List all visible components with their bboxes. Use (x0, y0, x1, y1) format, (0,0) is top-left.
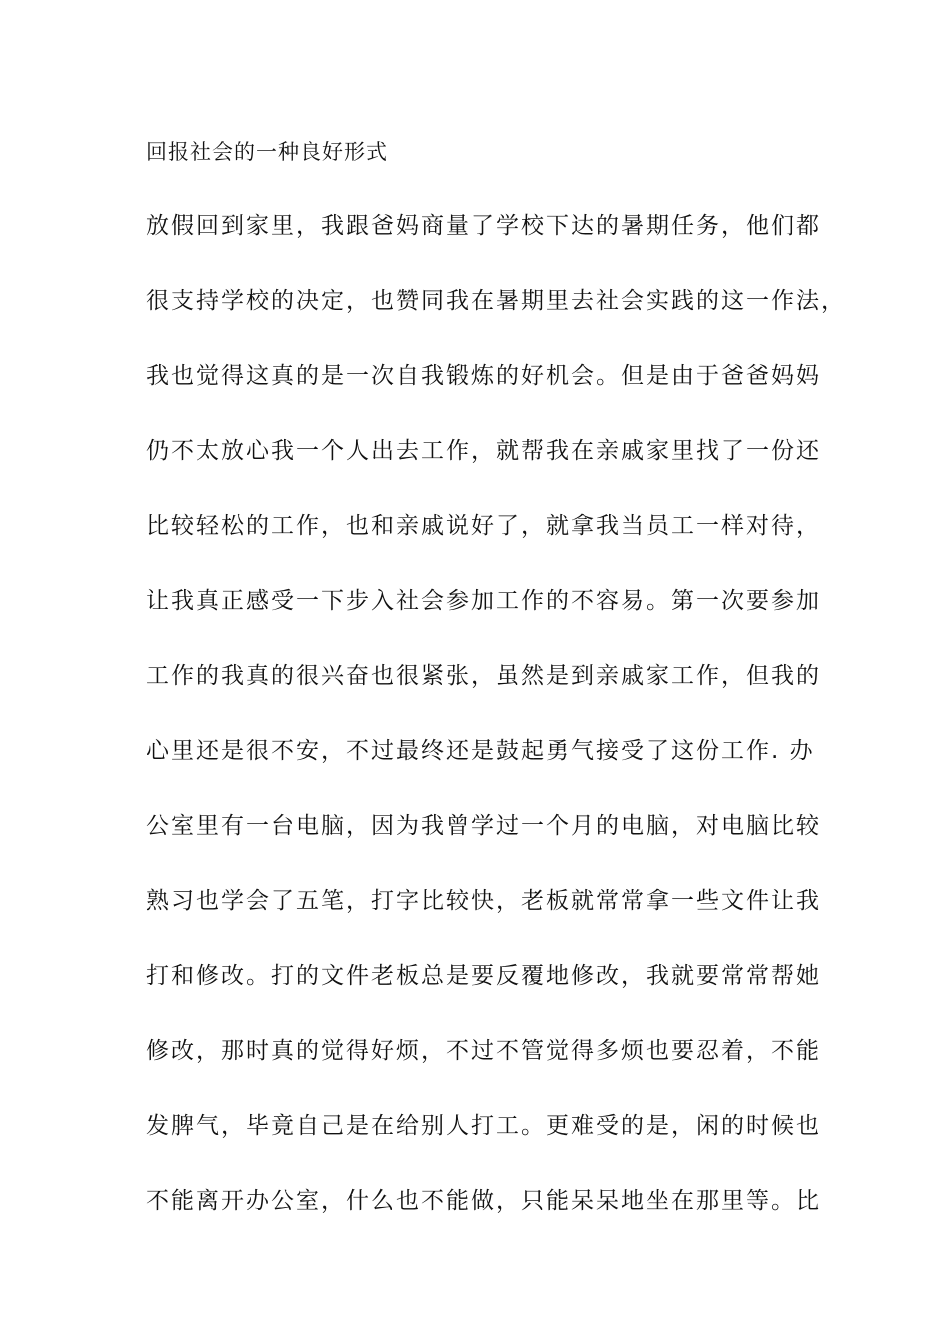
text-line: 修改，那时真的觉得好烦，不过不管觉得多烦也要忍着，不能 (146, 1038, 821, 1064)
text-line: 打和修改。打的文件老板总是要反覆地修改，我就要常常帮她 (146, 963, 821, 989)
document-title: 回报社会的一种良好形式 (146, 140, 388, 164)
text-line: 让我真正感受一下步入社会参加工作的不容易。第一次要参加 (146, 588, 821, 614)
text-line: 心里还是很不安，不过最终还是鼓起勇气接受了这份工作. 办 (146, 738, 815, 764)
text-line: 发脾气，毕竟自己是在给别人打工。更难受的是，闲的时候也 (146, 1113, 821, 1139)
text-line: 放假回到家里，我跟爸妈商量了学校下达的暑期任务，他们都 (146, 213, 821, 239)
text-line: 公室里有一台电脑，因为我曾学过一个月的电脑，对电脑比较 (146, 813, 821, 839)
text-line: 不能离开办公室，什么也不能做，只能呆呆地坐在那里等。比 (146, 1188, 821, 1214)
text-line: 我也觉得这真的是一次自我锻炼的好机会。但是由于爸爸妈妈 (146, 363, 821, 389)
document-body (146, 204, 846, 1254)
text-line: 很支持学校的决定，也赞同我在暑期里去社会实践的这一作法， (146, 288, 846, 314)
text-line: 比较轻松的工作，也和亲戚说好了，就拿我当员工一样对待， (146, 513, 821, 539)
text-line: 工作的我真的很兴奋也很紧张，虽然是到亲戚家工作，但我的 (146, 663, 821, 689)
text-line: 熟习也学会了五笔，打字比较快，老板就常常拿一些文件让我 (146, 888, 821, 914)
text-line: 仍不太放心我一个人出去工作，就帮我在亲戚家里找了一份还 (146, 438, 821, 464)
